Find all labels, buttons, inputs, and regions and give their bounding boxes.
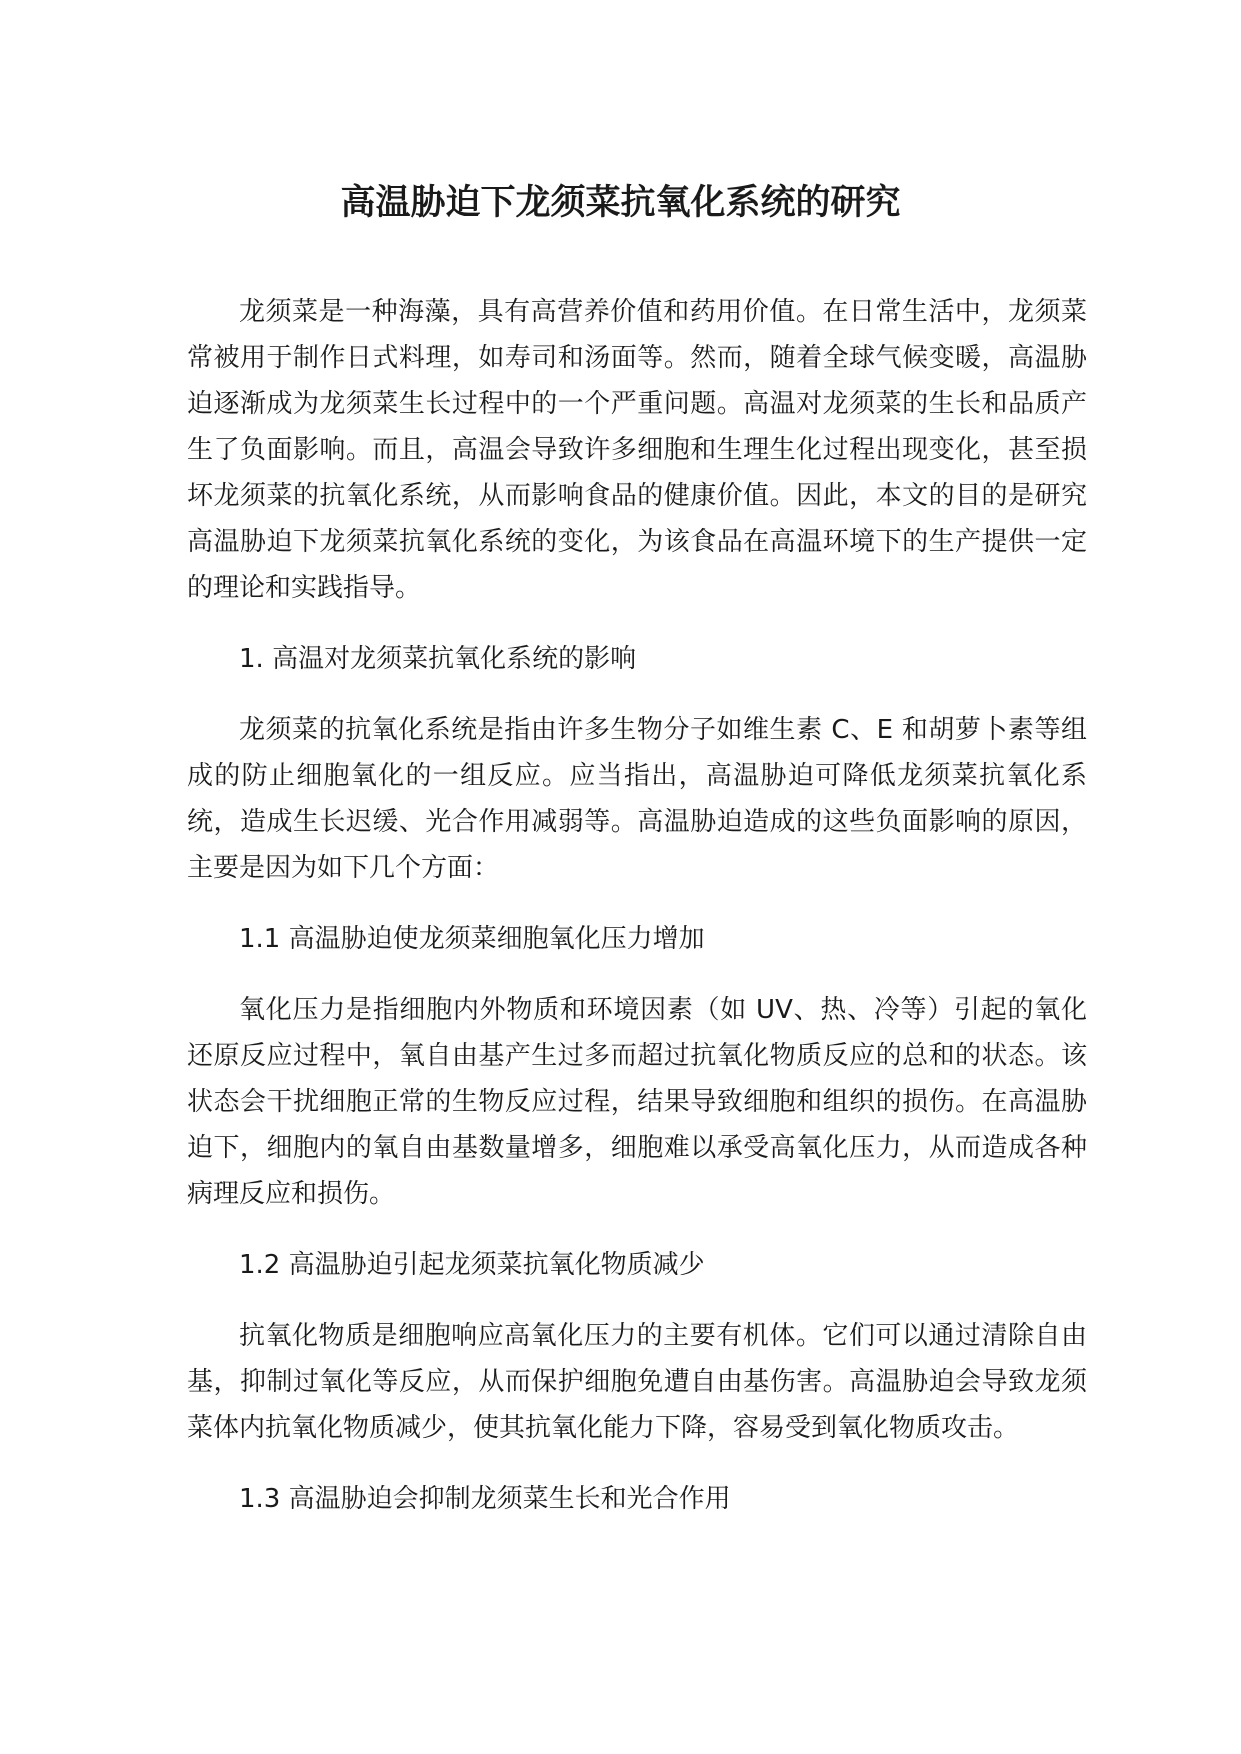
document-title: 高温胁迫下龙须菜抗氧化系统的研究: [340, 183, 901, 223]
document-body: [187, 289, 1087, 1522]
section-heading-1-3: 1.3 高温胁迫会抑制龙须菜生长和光合作用: [239, 1484, 731, 1514]
intro-paragraph: 龙须菜是一种海藻，具有高营养价值和药用价值。在日常生活中，龙须菜常被用于制作日式料理，如寿司和汤面等。然而，随着全球气候变暖，高温胁迫逐渐成为龙须菜生长过程中的一个严重问题。高温对龙须菜的生长和品质产生了负面影响。而且，高温会导致许多细胞和生理生化过程出现变化，甚至损坏龙须菜的抗氧化系统，从而影响食品的健康价值。因此，本文的目的是研究高温胁迫下龙须菜抗氧化系统的变化，为该食品在高温环境下的生产提供一定的理论和实践指导。: [187, 297, 1087, 603]
section-heading-1-2: 1.2 高温胁迫引起龙须菜抗氧化物质减少: [239, 1250, 705, 1280]
section-1-paragraph: 龙须菜的抗氧化系统是指由许多生物分子如维生素 C、E 和胡萝卜素等组成的防止细胞氧化的一组反应。应当指出，高温胁迫可降低龙须菜抗氧化系统，造成生长迟缓、光合作用减弱等。高温胁迫造成的这些负面影响的原因，主要是因为如下几个方面：: [187, 715, 1087, 883]
section-1-2-paragraph: 抗氧化物质是细胞响应高氧化压力的主要有机体。它们可以通过清除自由基，抑制过氧化等反应，从而保护细胞免遭自由基伤害。高温胁迫会导致龙须菜体内抗氧化物质减少，使其抗氧化能力下降，容易受到氧化物质攻击。: [187, 1321, 1087, 1443]
section-heading-1: 1. 高温对龙须菜抗氧化系统的影响: [239, 644, 637, 674]
section-heading-1-1: 1.1 高温胁迫使龙须菜细胞氧化压力增加: [239, 924, 705, 954]
section-1-1-paragraph: 氧化压力是指细胞内外物质和环境因素（如 UV、热、冷等）引起的氧化还原反应过程中，氧自由基产生过多而超过抗氧化物质反应的总和的状态。该状态会干扰细胞正常的生物反应过程，结果导致细胞和组织的损伤。在高温胁迫下，细胞内的氧自由基数量增多，细胞难以承受高氧化压力，从而造成各种病理反应和损伤。: [187, 995, 1087, 1209]
